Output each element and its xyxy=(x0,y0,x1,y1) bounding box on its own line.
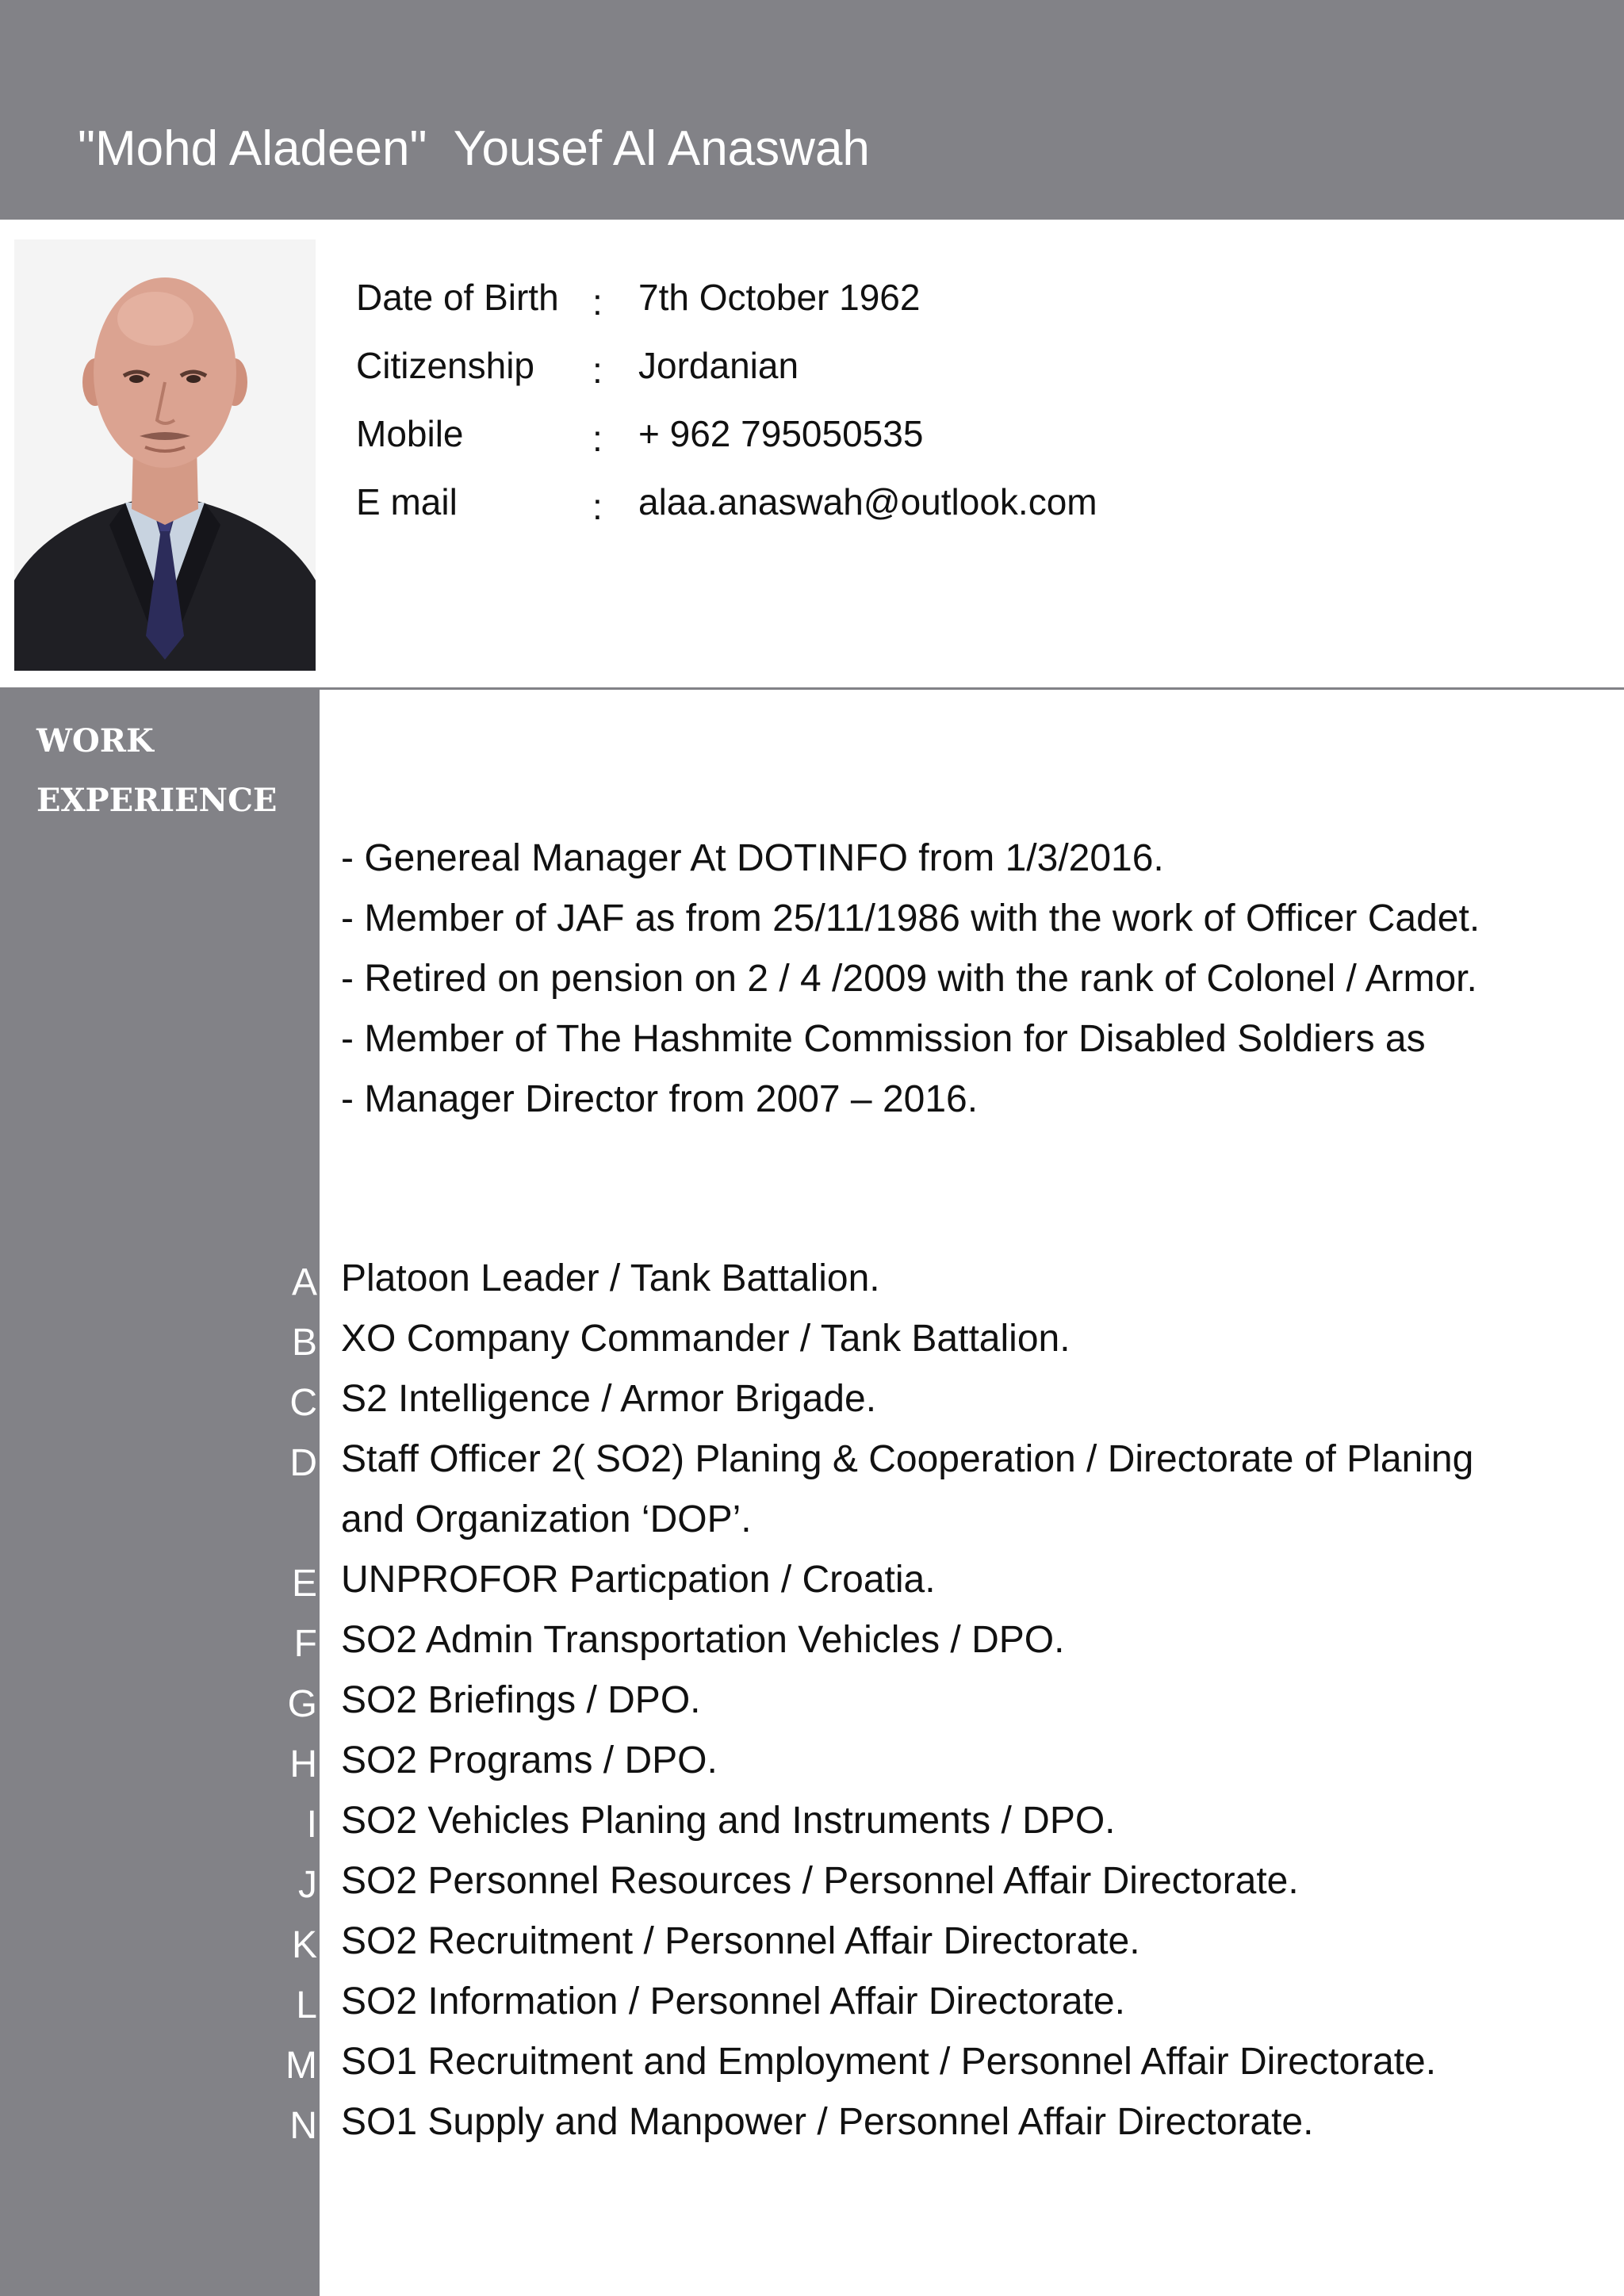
role-letter: A xyxy=(291,1261,317,1303)
role-letter: J xyxy=(298,1864,317,1906)
current-positions xyxy=(341,828,1610,1130)
info-label: Citizenship xyxy=(356,345,534,386)
info-separator: : xyxy=(592,418,603,459)
info-value: + 962 795050535 xyxy=(638,413,924,454)
current-position-item: - Genereal Manager At DOTINFO from 1/3/2016. xyxy=(341,837,1164,879)
info-label: Date of Birth xyxy=(356,277,559,318)
current-position-item: - Manager Director from 2007 – 2016. xyxy=(341,1078,979,1120)
role-item-continuation: and Organization ‘DOP’. xyxy=(341,1498,752,1540)
section-title-line: EXPERIENCE xyxy=(36,782,278,819)
role-item: Platoon Leader / Tank Battalion. xyxy=(341,1257,880,1299)
role-letter: G xyxy=(287,1683,317,1725)
role-item: S2 Intelligence / Armor Brigade. xyxy=(341,1378,877,1420)
role-item: SO2 Information / Personnel Affair Directorate. xyxy=(341,1980,1125,2022)
role-item: UNPROFOR Particpation / Croatia. xyxy=(341,1559,936,1601)
role-letter: H xyxy=(289,1743,317,1785)
role-item: SO2 Personnel Resources / Personnel Affair Directorate. xyxy=(341,1860,1299,1902)
section-title-line: WORK xyxy=(36,722,154,760)
role-letter: I xyxy=(306,1804,317,1846)
current-position-item: - Member of JAF as from 25/11/1986 with the work of Officer Cadet. xyxy=(341,897,1480,939)
role-item: SO1 Supply and Manpower / Personnel Affair Directorate. xyxy=(341,2101,1314,2143)
info-label: Mobile xyxy=(356,413,464,454)
info-separator: : xyxy=(592,281,603,323)
info-label: E mail xyxy=(356,481,458,522)
info-value: Jordanian xyxy=(638,345,799,386)
role-item: SO1 Recruitment and Employment / Personnel Affair Directorate. xyxy=(341,2041,1437,2083)
role-letter: D xyxy=(289,1442,317,1484)
role-letter: B xyxy=(291,1322,317,1364)
current-position-item: - Member of The Hashmite Commission for Disabled Soldiers as xyxy=(341,1018,1426,1060)
role-letter: N xyxy=(289,2105,317,2147)
role-letter: L xyxy=(296,1984,317,2026)
role-item: Staff Officer 2( SO2) Planing & Cooperation / Directorate of Planing xyxy=(341,1438,1474,1480)
role-item: SO2 Vehicles Planing and Instruments / DPO. xyxy=(341,1800,1116,1842)
role-item: SO2 Recruitment / Personnel Affair Directorate. xyxy=(341,1920,1140,1962)
role-letter: F xyxy=(293,1623,317,1665)
header-bar xyxy=(0,0,1624,220)
role-item: SO2 Admin Transportation Vehicles / DPO. xyxy=(341,1619,1065,1661)
info-value: alaa.anaswah@outlook.com xyxy=(638,481,1097,522)
sidebar xyxy=(0,690,320,2296)
role-letter: E xyxy=(291,1563,317,1605)
role-item: SO2 Briefings / DPO. xyxy=(341,1679,701,1721)
current-position-item: - Retired on pension on 2 / 4 /2009 with the rank of Colonel / Armor. xyxy=(341,958,1477,1000)
info-separator: : xyxy=(592,350,603,391)
person-name: "Mohd Aladeen" Yousef Al Anaswah xyxy=(78,121,870,176)
profile-photo xyxy=(14,239,316,671)
role-letter: C xyxy=(289,1382,317,1424)
info-value: 7th October 1962 xyxy=(638,277,921,318)
role-letter: K xyxy=(291,1924,317,1966)
role-item: XO Company Commander / Tank Battalion. xyxy=(341,1318,1071,1360)
section-title-work-experience xyxy=(36,711,306,830)
info-separator: : xyxy=(592,486,603,527)
role-letter: M xyxy=(285,2045,317,2087)
role-item: SO2 Programs / DPO. xyxy=(341,1739,718,1781)
